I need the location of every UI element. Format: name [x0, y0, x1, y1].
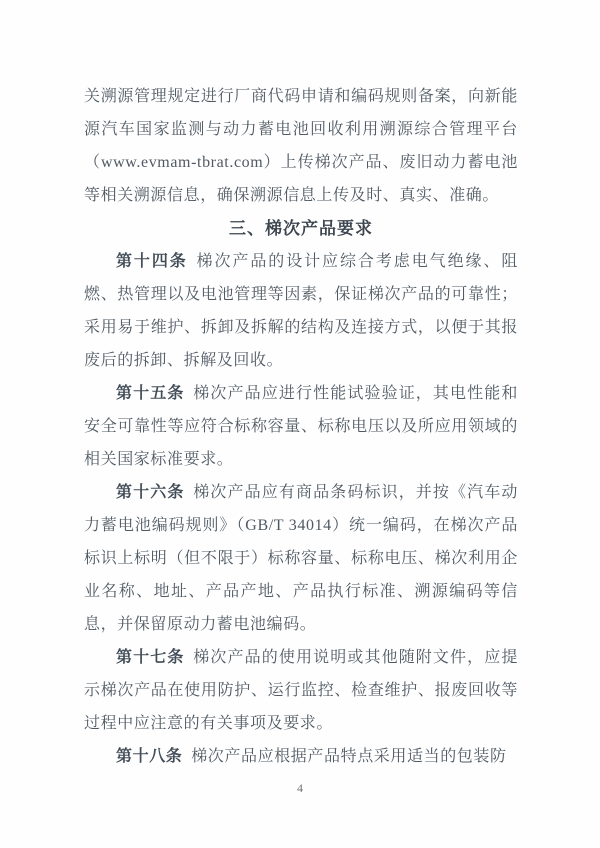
article-text: 梯次产品应根据产品特点采用适当的包装防 — [191, 748, 507, 765]
section-heading: 三、梯次产品要求 — [229, 219, 373, 238]
page-body — [84, 80, 518, 773]
article-number: 第十五条 — [116, 385, 185, 402]
article-paragraph-16 — [84, 476, 518, 641]
article-text: 梯次产品的使用说明或其他随附文件，应提示梯次产品在使用防护、运行监控、检查维护、报废回收等过程中应注意的有关事项及要求。 — [84, 649, 519, 732]
paragraph-continuation: 关溯源管理规定进行厂商代码申请和编码规则备案，向新能源汽车国家监测与动力蓄电池回收利用溯源综合管理平台（www.evmam-tbrat.com）上传梯次产品、废旧动力蓄电池等相关溯源信息，确保溯源信息上传及时、真实、准确。 — [84, 88, 518, 204]
article-paragraph-18 — [84, 740, 518, 773]
page-number: 4 — [297, 781, 303, 795]
article-number: 第十八条 — [116, 748, 183, 765]
article-paragraph-15 — [84, 377, 518, 476]
article-text: 梯次产品应进行性能试验验证，其电性能和安全可靠性等应符合标称容量、标称电压以及所应用领域的相关国家标准要求。 — [84, 385, 519, 468]
article-text: 梯次产品应有商品条码标识，并按《汽车动力蓄电池编码规则》（GB/T 34014）统一编码，在梯次产品标识上标明（但不限于）标称容量、标称电压、梯次利用企业名称、地址、产品产地、产品执行标准、溯源编码等信息，并保留原动力蓄电池编码。 — [84, 484, 519, 633]
article-paragraph-17 — [84, 641, 518, 740]
article-text: 梯次产品的设计应综合考虑电气绝缘、阻燃、热管理以及电池管理等因素，保证梯次产品的可靠性；采用易于维护、拆卸及拆解的结构及连接方式，以便于其报废后的拆卸、拆解及回收。 — [84, 253, 518, 369]
article-number: 第十七条 — [116, 649, 185, 666]
article-number: 第十四条 — [116, 253, 188, 270]
article-number: 第十六条 — [116, 484, 185, 501]
article-paragraph-14 — [84, 245, 518, 377]
